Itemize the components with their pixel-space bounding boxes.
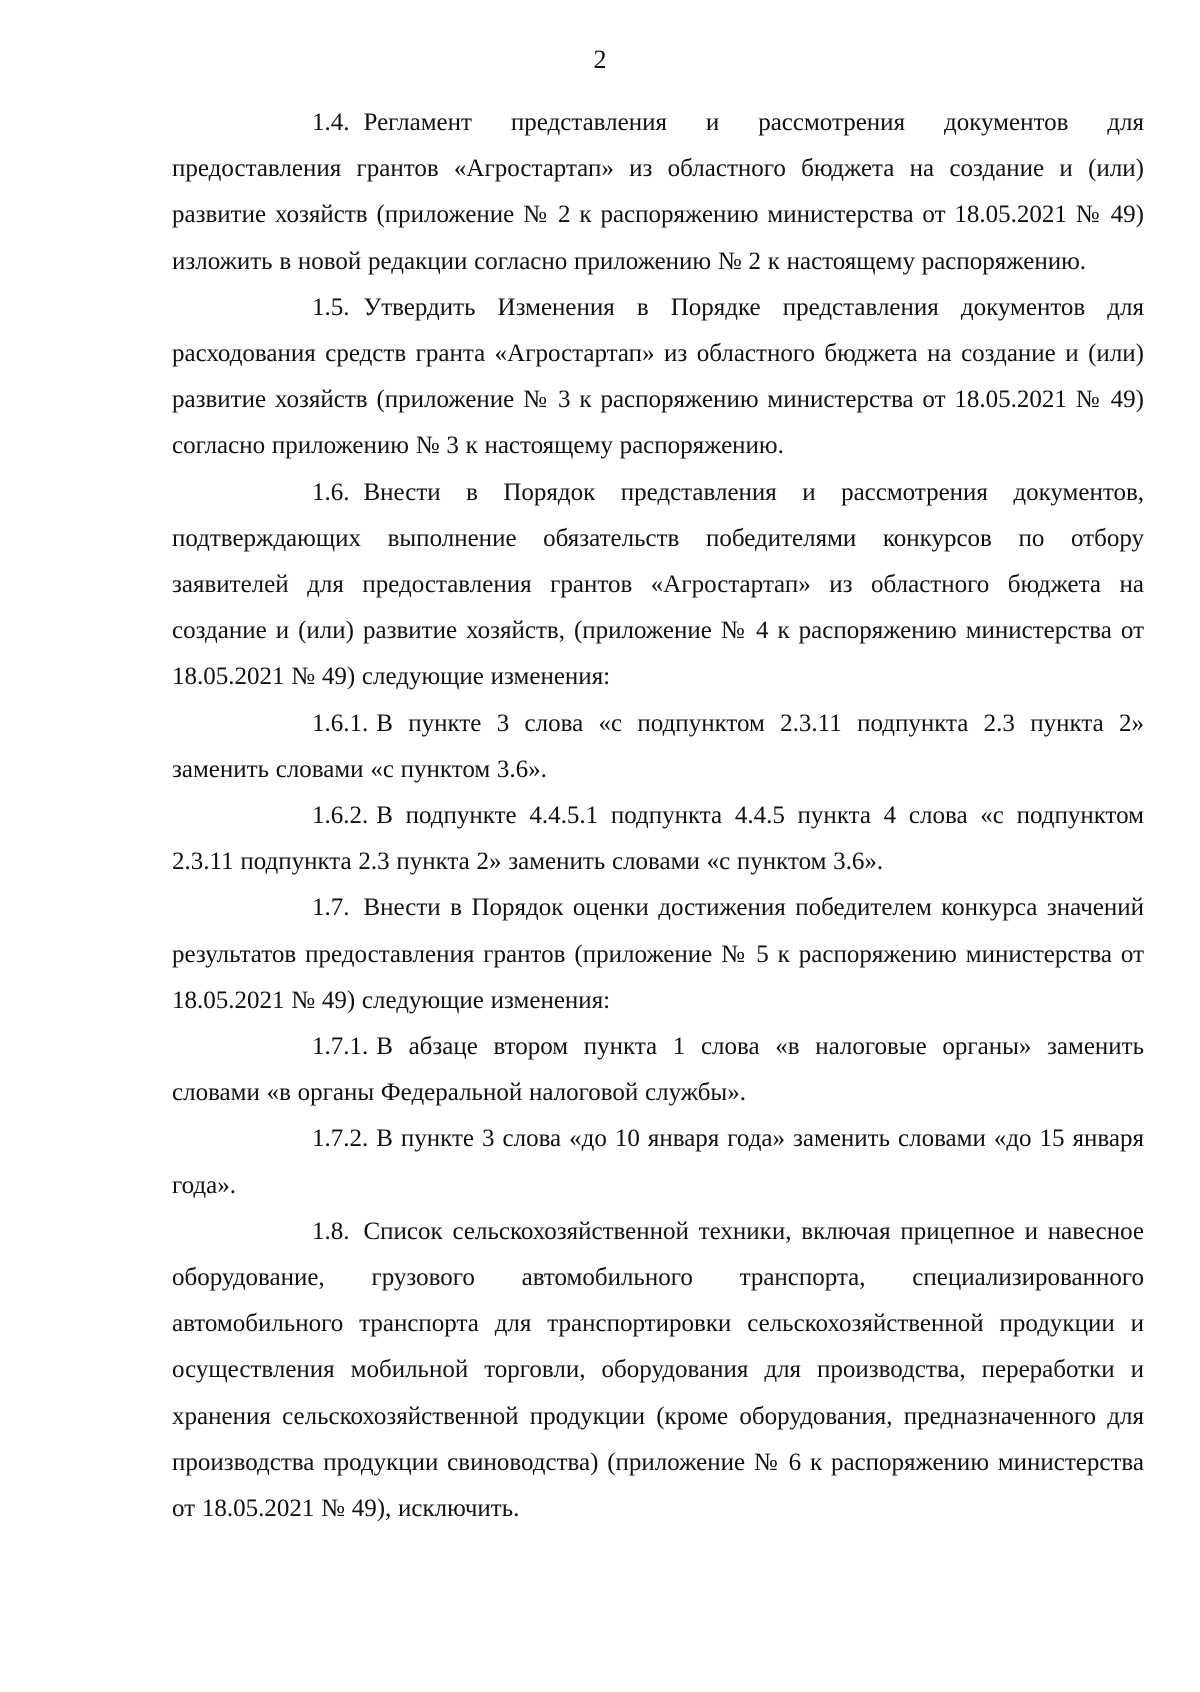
paragraph-number: 1.6.2. — [312, 802, 369, 830]
document-body — [172, 100, 1144, 1532]
paragraph-text: В подпункте 4.4.5.1 подпункта 4.4.5 пункта 4 слова «с подпунктом 2.3.11 подпункта 2.3 пункта 2» заменить словами «с пунктом 3.6». — [172, 802, 1144, 876]
paragraph-text: Утвердить Изменения в Порядке представления документов для расходования средств гранта «Агростартап» из областного бюджета на создание и (или) развитие хозяйств (приложение № 3 к распоряжению министерства от 18.05.2021 № 49) согласно приложению № 3 к настоящему распоряжению. — [172, 293, 1144, 460]
paragraph-number: 1.4. — [312, 109, 350, 136]
paragraph-text: Список сельскохозяйственной техники, включая прицепное и навесное оборудование, грузового автомобильного транспорта, специализированного автомобильного транспорта для транспортировки сельскохозяйственной продукции и осуществления мобильной торговли, оборудования для производства, переработки и хранения сельскохозяйственной продукции (кроме оборудования, предназначенного для производства продукции свиноводства) (приложение № 6 к распоряжению министерства от 18.05.2021 № 49), исключить. — [172, 1217, 1144, 1523]
paragraph-number: 1.6.1. — [312, 709, 369, 737]
paragraph-number: 1.6. — [312, 478, 350, 506]
paragraph-1-7 — [172, 885, 1144, 1024]
paragraph-text: Внести в Порядок представления и рассмотрения документов, подтверждающих выполнение обязательств победителями конкурсов по отбору заявителей для предоставления грантов «Агростартап» из областного бюджета на создание и (или) развитие хозяйств, (приложение № 4 к распоряжению министерства от 18.05.2021 № 49) следующие изменения: — [172, 478, 1144, 691]
page-number: 2 — [593, 45, 607, 74]
paragraph-number: 1.8. — [312, 1217, 350, 1245]
paragraph-number: 1.7. — [312, 894, 350, 922]
paragraph-1-7-2 — [172, 1116, 1144, 1208]
paragraph-text: В абзаце втором пункта 1 слова «в налоговые органы» заменить словами «в органы Федеральной налоговой службы». — [172, 1033, 1144, 1107]
paragraph-1-4 — [172, 100, 1144, 285]
paragraph-1-6-1 — [172, 701, 1144, 793]
paragraph-1-6-2 — [172, 793, 1144, 885]
paragraph-text: Внести в Порядок оценки достижения победителем конкурса значений результатов предоставления грантов (приложение № 5 к распоряжению министерства от 18.05.2021 № 49) следующие изменения: — [172, 894, 1144, 1014]
paragraph-1-5 — [172, 285, 1144, 470]
paragraph-text: Регламент представления и рассмотрения документов для предоставления грантов «Агростартап» из областного бюджета на создание и (или) развитие хозяйств (приложение № 2 к распоряжению министерства от 18.05.2021 № 49) изложить в новой редакции согласно приложению № 2 к настоящему распоряжению. — [172, 109, 1144, 275]
paragraph-1-6 — [172, 470, 1144, 701]
paragraph-1-7-1 — [172, 1024, 1144, 1116]
paragraph-number: 1.7.1. — [312, 1033, 369, 1061]
paragraph-number: 1.5. — [312, 293, 350, 321]
paragraph-1-8 — [172, 1209, 1144, 1532]
paragraph-text: В пункте 3 слова «до 10 января года» заменить словами «до 15 января года». — [172, 1125, 1144, 1199]
paragraph-number: 1.7.2. — [312, 1125, 369, 1153]
paragraph-text: В пункте 3 слова «с подпунктом 2.3.11 подпункта 2.3 пункта 2» заменить словами «с пунктом 3.6». — [172, 709, 1144, 783]
